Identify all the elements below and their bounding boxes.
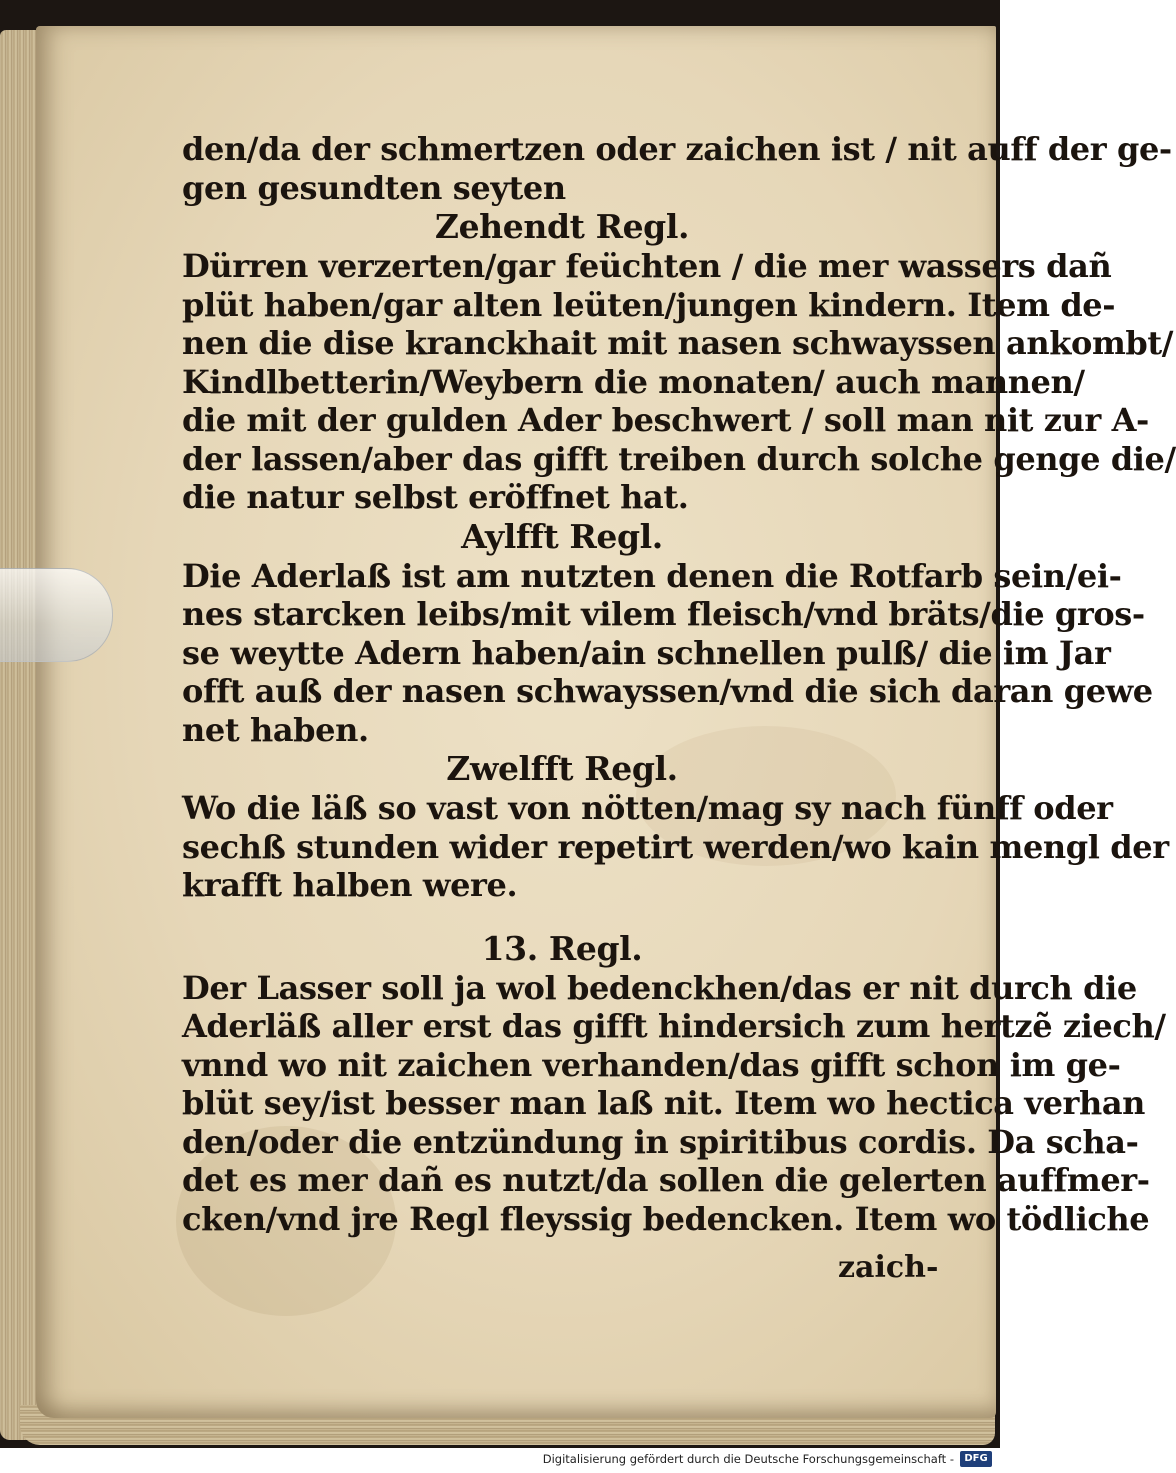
rule-heading-12: Zwelfft Regl. bbox=[446, 749, 678, 788]
dfg-logo-icon: DFG bbox=[960, 1451, 992, 1467]
text-line: cken/vnd jre Regl fleyssig bedencken. Item wo tödliche bbox=[182, 1199, 1150, 1238]
text-line: Kindlbetterin/Weybern die monaten/ auch mannen/ bbox=[182, 362, 1085, 401]
text-line: Wo die läß so vast von nötten/mag sy nach fünff oder bbox=[182, 789, 1113, 827]
text-line: gen gesundten seyten bbox=[182, 168, 566, 207]
text-line: Dürren verzerten/gar feüchten / die mer wassers dañ bbox=[182, 247, 1112, 285]
text-line: die mit der gulden Ader beschwert / soll man nit zur A- bbox=[182, 401, 1149, 439]
funding-credit: Digitalisierung gefördert durch die Deutsche Forschungsgemeinschaft - bbox=[542, 1452, 954, 1466]
page-text bbox=[182, 130, 1176, 1238]
page-clip bbox=[0, 568, 113, 662]
text-line: det es mer dañ es nutzt/da sollen die gelerten auffmer- bbox=[182, 1161, 1150, 1199]
catchword: zaich- bbox=[838, 1250, 939, 1285]
text-line: den/da der schmertzen oder zaichen ist / nit auff der ge- bbox=[182, 130, 1172, 168]
text-line: vnnd wo nit zaichen verhanden/das gifft schon im ge- bbox=[182, 1045, 1121, 1084]
footer-bar bbox=[0, 1448, 1000, 1473]
text-line: Aderläß aller erst das gifft hindersich zum hertzẽ ziech/ bbox=[182, 1007, 1166, 1045]
text-line: der lassen/aber das gifft treiben durch solche genge die/ bbox=[182, 439, 1176, 478]
text-line: die natur selbst eröffnet hat. bbox=[182, 478, 689, 516]
text-line: nes starcken leibs/mit vilem fleisch/vnd bräts/die gros- bbox=[182, 595, 1145, 633]
rule-heading-11: Aylfft Regl. bbox=[461, 516, 663, 556]
text-line: se weytte Adern haben/ain schnellen pulß/ die im Jar bbox=[182, 633, 1111, 672]
text-line: net haben. bbox=[182, 710, 369, 749]
text-line: blüt sey/ist besser man laß nit. Item wo hectica verhan bbox=[182, 1084, 1146, 1122]
text-line: plüt haben/gar alten leüten/jungen kindern. Item de- bbox=[182, 285, 1116, 324]
text-line: sechß stunden wider repetirt werden/wo kain mengl der bbox=[182, 827, 1169, 866]
text-line: nen die dise kranckhait mit nasen schwayssen ankombt/ bbox=[182, 324, 1174, 362]
rule-heading-13: 13. Regl. bbox=[481, 928, 643, 968]
rule-heading-10: Zehendt Regl. bbox=[434, 207, 690, 246]
spacer bbox=[182, 905, 942, 929]
text-line: Die Aderlaß ist am nutzten denen die Rotfarb sein/ei- bbox=[182, 556, 1122, 595]
text-line: offt auß der nasen schwayssen/vnd die sich daran gewe bbox=[182, 672, 1153, 710]
text-line: Der Lasser soll ja wol bedenckhen/das er nit durch die bbox=[182, 968, 1137, 1007]
text-line: krafft halben were. bbox=[182, 866, 518, 904]
text-line: den/oder die entzündung in spiritibus cordis. Da scha- bbox=[182, 1122, 1139, 1161]
